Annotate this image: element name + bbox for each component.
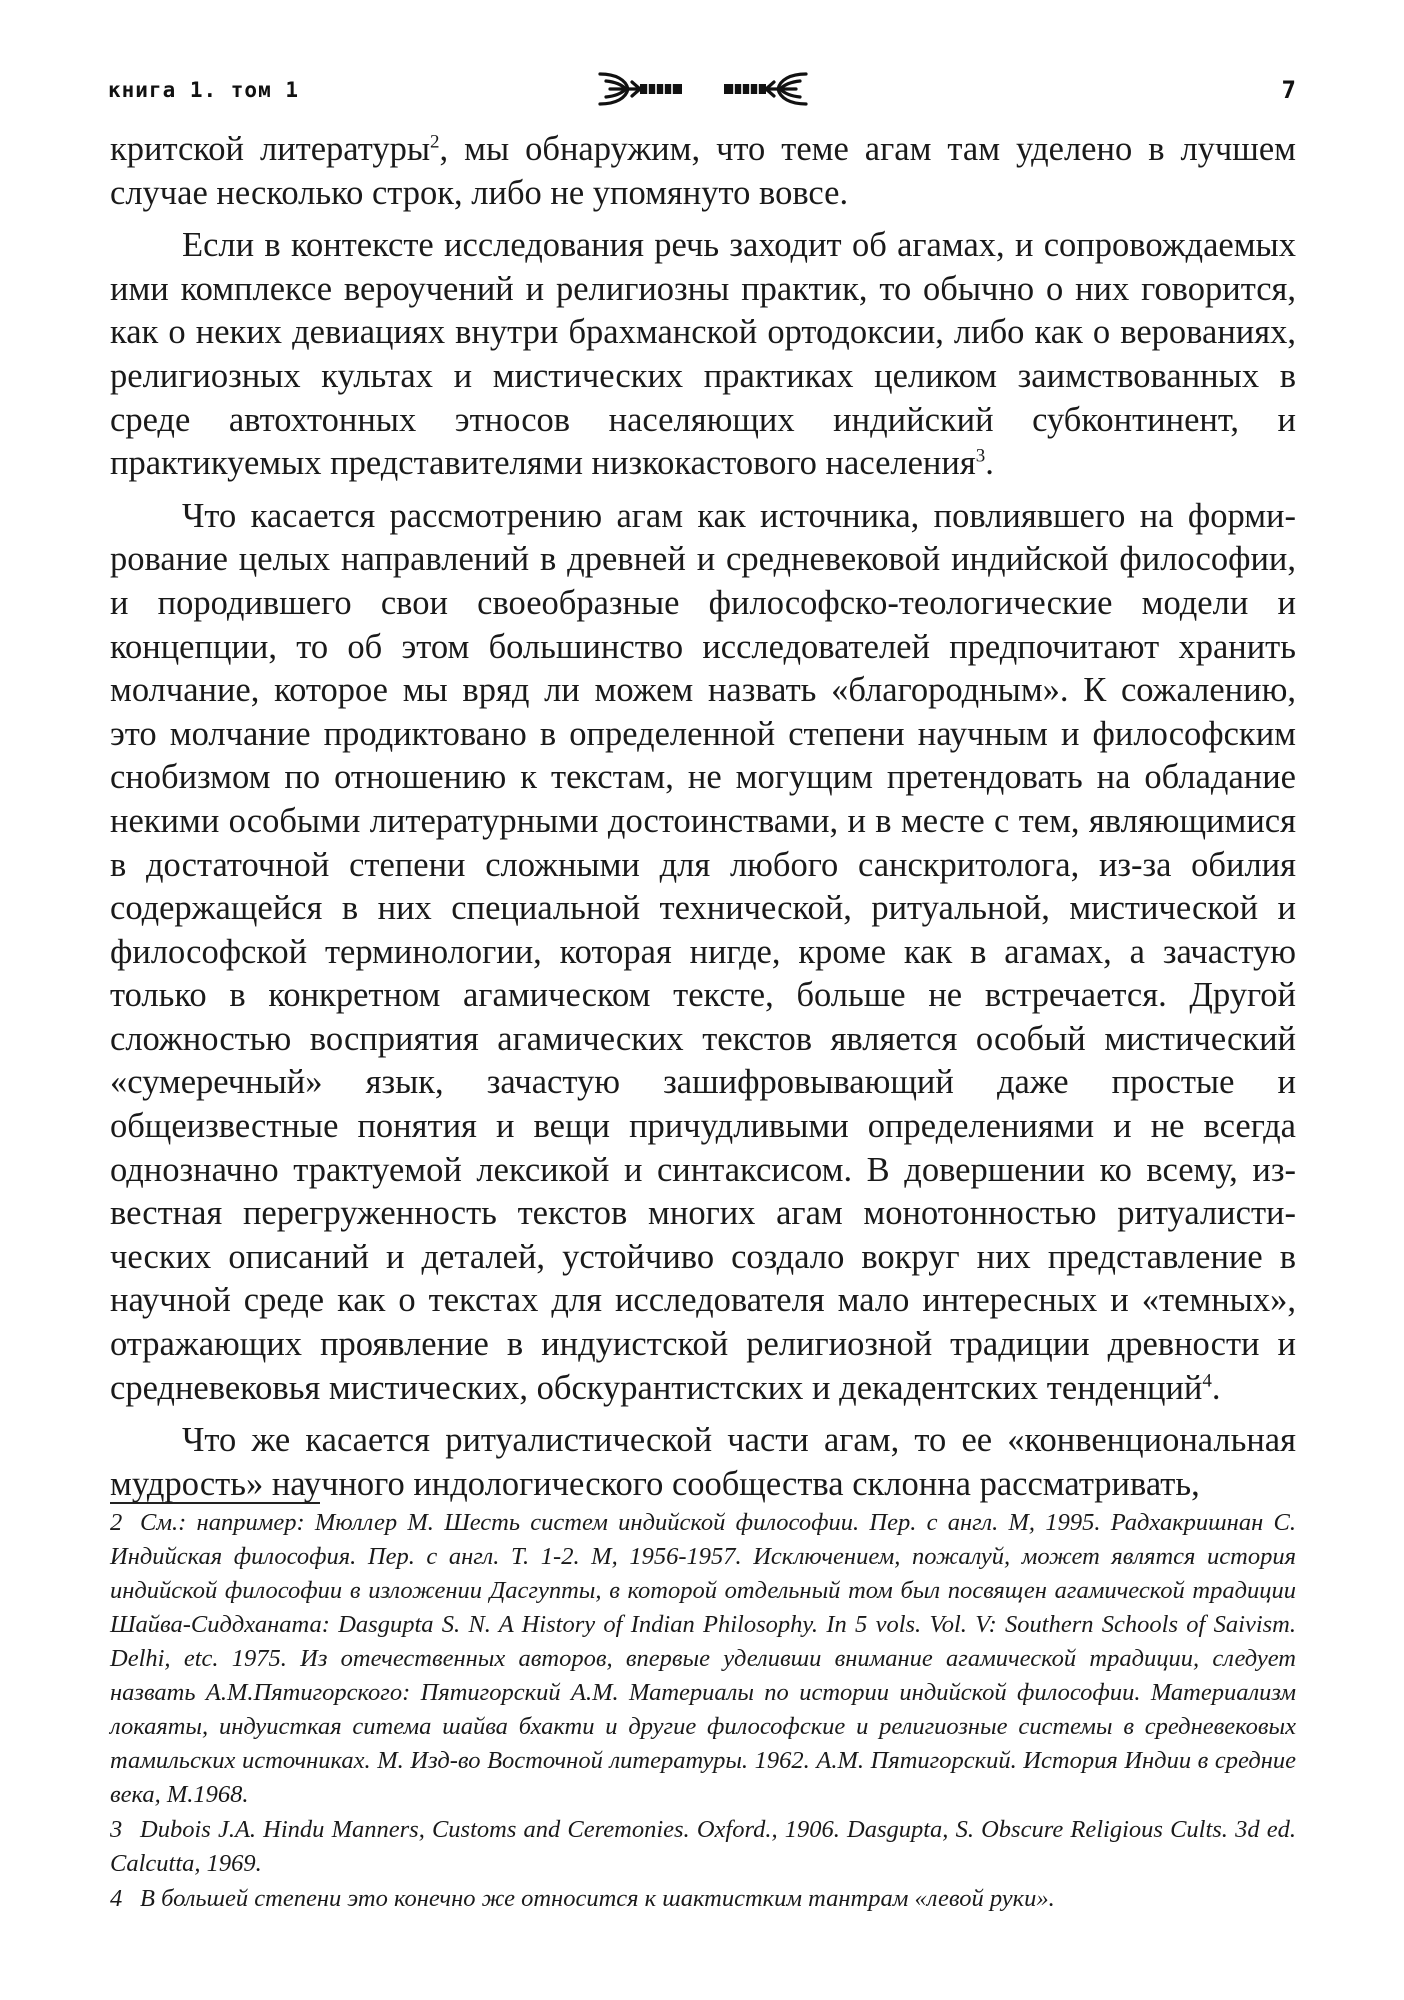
footnote-ref-4: 4 — [1202, 1370, 1212, 1392]
paragraph-text: , мы обнаружим, что теме агам там уделено в лучшем случае несколько строк, либо не упомянуто вовсе. — [110, 130, 1296, 212]
footnote-ref-3: 3 — [975, 445, 986, 467]
paragraph-text: Что же касается ритуалистической части агам, то ее «конвенциональная мудрость» научного индологического сообщества склонна рассматривать, — [110, 1421, 1296, 1503]
paragraph-3 — [110, 495, 1296, 1410]
footnote-ref-2: 2 — [430, 131, 440, 153]
paragraph-4 — [110, 1419, 1296, 1506]
footnotes — [110, 1506, 1296, 1917]
footnote-text: См.: например: Мюллер М. Шесть систем индийской философии. Пер. с англ. М, 1995. Радхакришнан С. Индийская философия. Пер. с англ. Т. 1-2. М, 1956-1957. Исключением, пожалуй, может являтся история индийской философии в изложении Дасгупты, в которой отдельный том был посвящен агамической традиции Шайва-Сиддханата: Dasgupta S. N. A History of Indian Philosophy. In 5 vols. Vol. V: Southern Schools of Saivism. Delhi, etc. 1975. Из отечественных авторов, впервые уделивши внимание агамической традиции, следует назвать А.М.Пятигорского: Пятигорский А.М. Материалы по истории индийской философии. Материализм локаяты, индуисткая ситема шайва бхакти и другие философские и религиозные системы в средневековых тамильских источниках. М. Изд-во Восточной литературы. 1962. А.М. Пятигорский. История Индии в средние века, М.1968. — [110, 1509, 1296, 1808]
footnote-4 — [110, 1882, 1296, 1916]
trishula-right-icon — [722, 68, 810, 110]
running-head: книга 1. том 1 — [108, 78, 300, 102]
footnote-text: В большей степени это конечно же относится к шактистким тантрам «левой руки». — [140, 1885, 1055, 1912]
paragraph-2 — [110, 224, 1296, 486]
paragraph-text: критской литературы — [110, 130, 431, 168]
footnote-number: 3 — [110, 1816, 123, 1843]
page-number: 7 — [1281, 76, 1296, 104]
footnote-number: 2 — [110, 1509, 123, 1536]
main-text — [110, 128, 1296, 1515]
paragraph-1 — [110, 128, 1296, 215]
paragraph-text: . — [1211, 1368, 1221, 1407]
footnote-3 — [110, 1813, 1296, 1881]
footnote-2 — [110, 1506, 1296, 1812]
footnote-text: Dubois J.A. Hindu Manners, Customs and Ceremonies. Oxford., 1906. Dasgupta, S. Obscure Religious Cults. 3d ed. Calcutta, 1969. — [110, 1816, 1296, 1877]
trishula-left-icon — [596, 68, 684, 110]
paragraph-text: Если в контексте исследования речь заходит об агамах, и сопровождаемых ими комплексе вероучений и религиозны практик, то обычно о них говорится, как о неких девиациях внутри брахманской ортодоксии, либо как о верованиях, религиозных культах и мистических практиках целиком заимствованных в среде автохтонных этносов населяющих индийский субконтинент, и практикуемых представителями низкокастового населения — [110, 226, 1296, 483]
page-header — [108, 68, 1296, 112]
paragraph-text: Что касается рассмотрению агам как источника, повлиявшего на формирование целых направлений в древней и средневековой индийской философии, и породившего свои своеобразные философско-теологические модели и концепции, то об этом большинство исследователей предпочитают хранить молчание, которое мы вряд ли можем назвать «благородным». К сожалению, это молчание продиктовано в определенной степени научным и философским снобизмом по отношению к текстам, не могущим претендовать на обладание некими особыми литературными достоинствами, и в месте с тем, являющимися в достаточной степени сложными для любого санскритолога, из-за обилия содержащейся в них специальной технической, ритуальной, мистической и философской терминологии, которая нигде, кроме как в агамах, а зачастую только в конкретном агамическом тексте, больше не встречается. Другой сложностью восприятия агамических текстов является особый мистический «сумеречный» язык, зачастую зашифровывающий даже простые и общеизвестные понятия и вещи причудливыми определениями и не всегда однозначно трактуемой лексикой и синтаксисом. В довершении ко всему, известная перегруженность текстов многих агам монотонностью ритуалистических описаний и деталей, устойчиво создало вокруг них представление в научной среде как о текстах для исследователя мало интересных и «темных», отражающих проявление в индуистской религиозной традиции древности и средневековья мистических, обскурантистских и декадентских тенденций — [110, 496, 1296, 1407]
paragraph-text: . — [985, 444, 994, 483]
footnote-separator — [110, 1502, 320, 1504]
footnote-number: 4 — [110, 1885, 123, 1912]
